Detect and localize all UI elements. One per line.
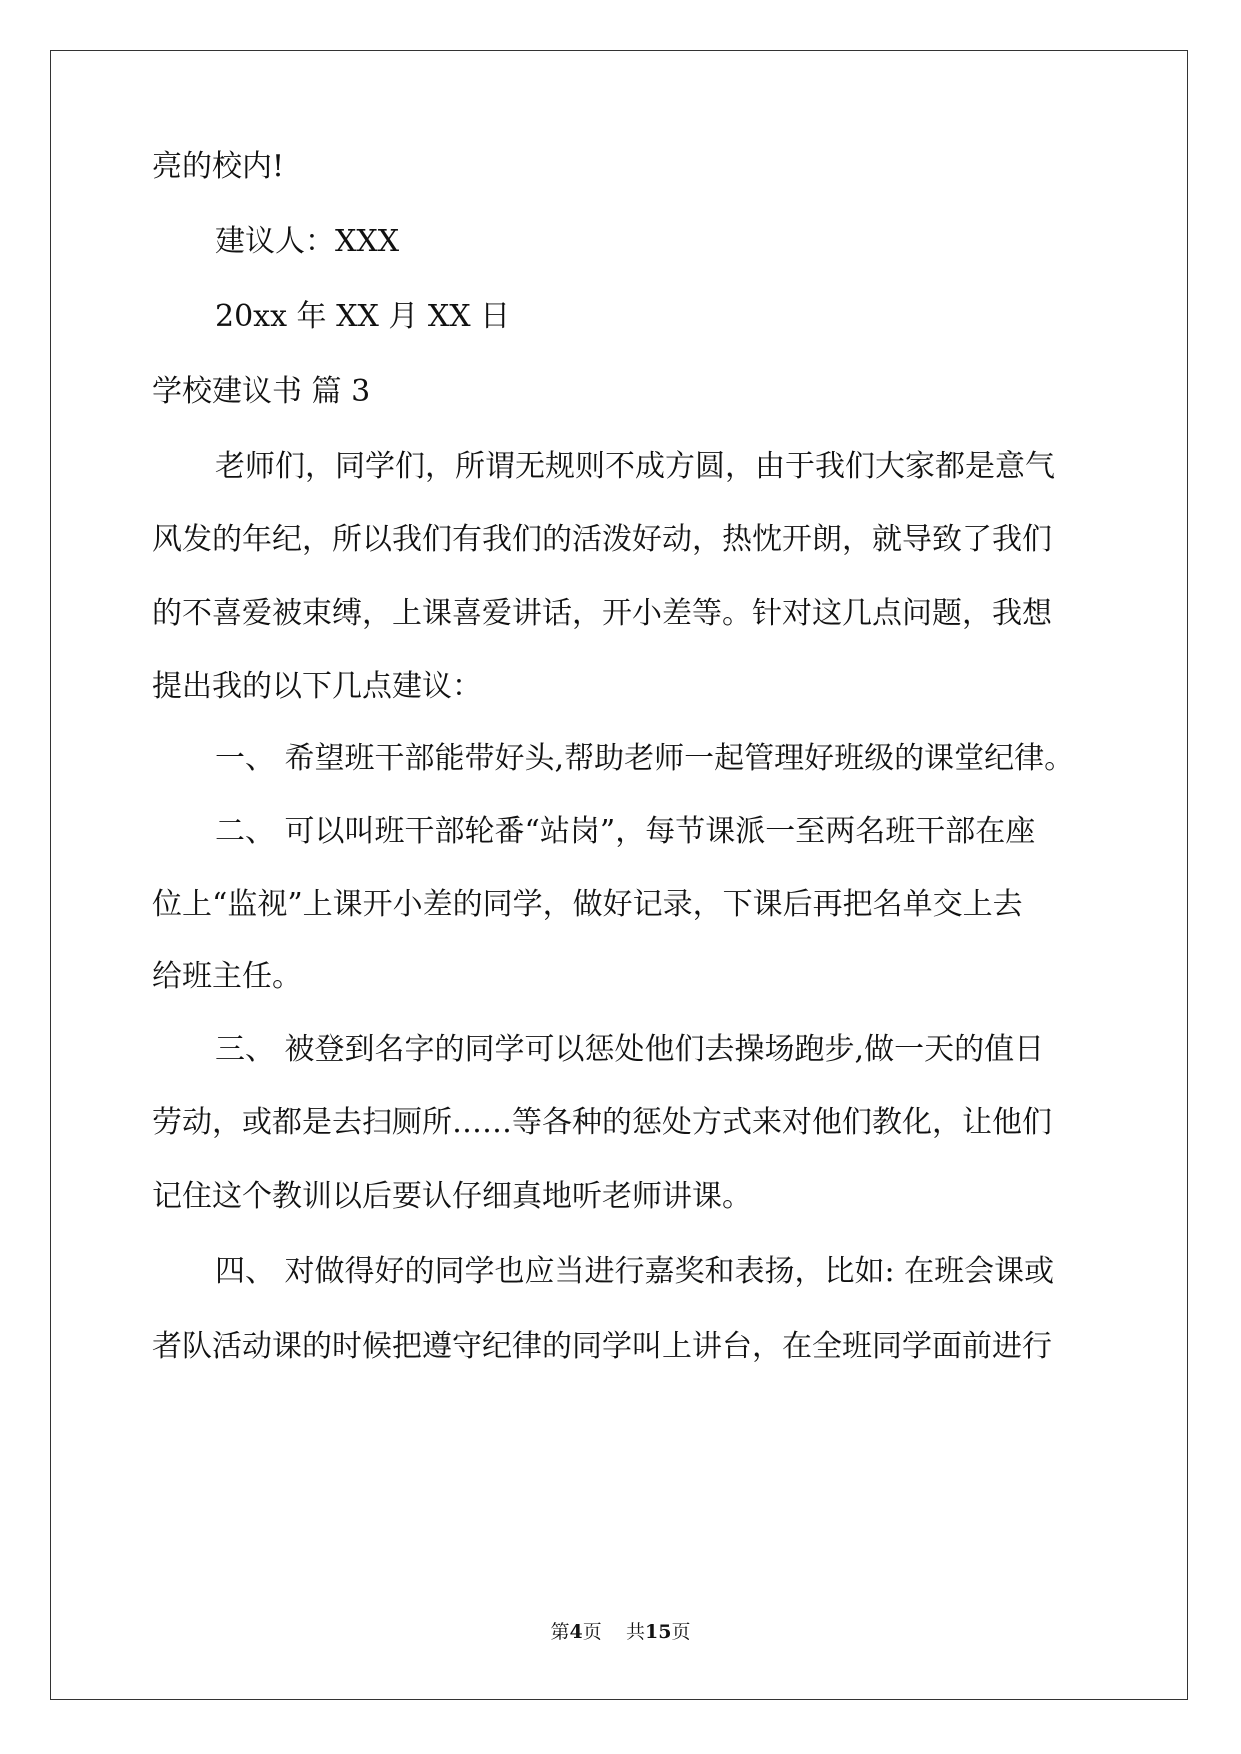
footer-prefix: 第 bbox=[550, 1621, 570, 1643]
text-line: 建议人：XXX bbox=[215, 224, 400, 259]
text-line: 四、 对做得好的同学也应当进行嘉奖和表扬，比如: 在班会课或 bbox=[215, 1254, 1055, 1289]
section-heading: 学校建议书 篇 3 bbox=[152, 374, 371, 409]
text-line: 给班主任。 bbox=[152, 959, 302, 994]
text-line: 20xx 年 XX 月 XX 日 bbox=[215, 299, 511, 334]
text-line: 风发的年纪，所以我们有我们的活泼好动，热忱开朗，就导致了我们 bbox=[152, 522, 1052, 557]
page-footer bbox=[0, 1617, 1241, 1644]
text-line: 提出我的以下几点建议： bbox=[152, 669, 482, 704]
footer-total-suffix: 页 bbox=[671, 1621, 691, 1643]
text-line: 二、 可以叫班干部轮番“站岗”，每节课派一至两名班干部在座 bbox=[215, 814, 1036, 849]
text-line: 亮的校内! bbox=[152, 149, 285, 184]
text-line: 劳动，或都是去扫厕所……等各种的惩处方式来对他们教化，让他们 bbox=[152, 1105, 1052, 1140]
text-line: 老师们，同学们，所谓无规则不成方圆，由于我们大家都是意气 bbox=[215, 449, 1055, 484]
text-line: 记住这个教训以后要认仔细真地听老师讲课。 bbox=[152, 1179, 752, 1214]
footer-total-prefix: 共 bbox=[625, 1621, 645, 1643]
text-line: 三、 被登到名字的同学可以惩处他们去操场跑步,做一天的值日 bbox=[215, 1032, 1045, 1067]
current-page-number: 4 bbox=[569, 1621, 583, 1643]
text-line: 一、 希望班干部能带好头,帮助老师一起管理好班级的课堂纪律。 bbox=[215, 741, 1075, 776]
footer-page-suffix: 页 bbox=[582, 1621, 602, 1643]
text-line: 的不喜爱被束缚，上课喜爱讲话，开小差等。针对这几点问题，我想 bbox=[152, 596, 1052, 631]
text-line: 者队活动课的时候把遵守纪律的同学叫上讲台，在全班同学面前进行 bbox=[152, 1329, 1052, 1364]
text-line: 位上“监视”上课开小差的同学，做好记录，下课后再把名单交上去 bbox=[152, 887, 1023, 922]
total-page-count: 15 bbox=[644, 1621, 672, 1643]
